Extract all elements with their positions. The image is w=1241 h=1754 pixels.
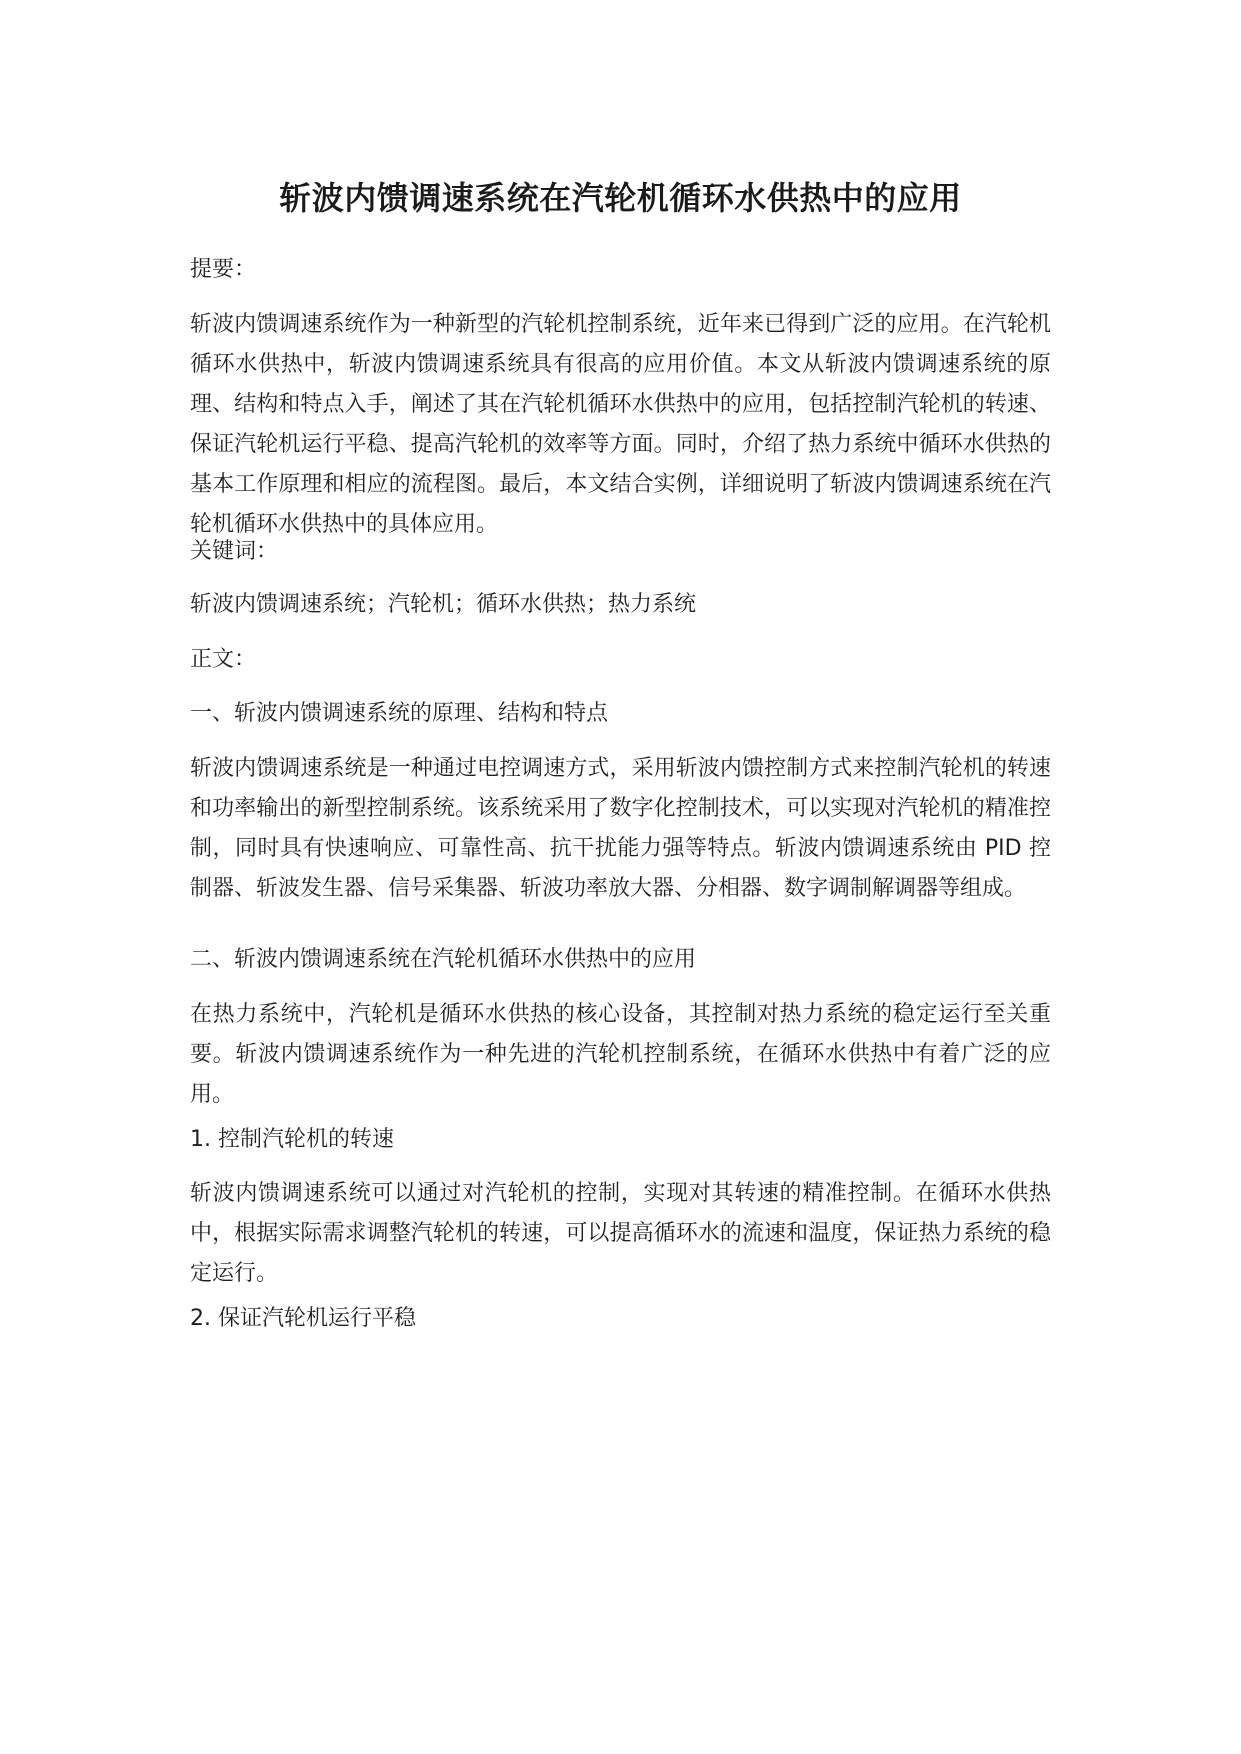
abstract-paragraph: 斩波内馈调速系统作为一种新型的汽轮机控制系统，近年来已得到广泛的应用。在汽轮机循环水供热中，斩波内馈调速系统具有很高的应用价值。本文从斩波内馈调速系统的原理、结构和特点入手，阐述了其在汽轮机循环水供热中的应用，包括控制汽轮机的转速、保证汽轮机运行平稳、提高汽轮机的效率等方面。同时，介绍了热力系统中循环水供热的基本工作原理和相应的流程图。最后，本文结合实例，详细说明了斩波内馈调速系统在汽轮机循环水供热中的具体应用。	[190, 312, 1051, 537]
abstract-label: 提要：	[190, 257, 257, 282]
document-title: 斩波内馈调速系统在汽轮机循环水供热中的应用	[279, 179, 962, 217]
subsection-1-heading: 1. 控制汽轮机的转速	[190, 1127, 394, 1152]
subsection-1-paragraph: 斩波内馈调速系统可以通过对汽轮机的控制，实现对其转速的精准控制。在循环水供热中，根据实际需求调整汽轮机的转速，可以提高循环水的流速和温度，保证热力系统的稳定运行。	[190, 1181, 1051, 1286]
subsection-2-heading: 2. 保证汽轮机运行平稳	[190, 1306, 416, 1331]
body-label: 正文：	[190, 647, 257, 672]
section-2-paragraph: 在热力系统中，汽轮机是循环水供热的核心设备，其控制对热力系统的稳定运行至关重要。斩波内馈调速系统作为一种先进的汽轮机控制系统，在循环水供热中有着广泛的应用。	[190, 1002, 1051, 1107]
section-1-paragraph: 斩波内馈调速系统是一种通过电控调速方式，采用斩波内馈控制方式来控制汽轮机的转速和功率输出的新型控制系统。该系统采用了数字化控制技术，可以实现对汽轮机的精准控制，同时具有快速响应、可靠性高、抗干扰能力强等特点。斩波内馈调速系统由 PID 控制器、斩波发生器、信号采集器、斩波功率放大器、分相器、数字调制解调器等组成。	[190, 756, 1051, 901]
section-2-heading: 二、斩波内馈调速系统在汽轮机循环水供热中的应用	[190, 947, 697, 972]
keywords-label: 关键词：	[190, 539, 279, 564]
section-1-heading: 一、斩波内馈调速系统的原理、结构和特点	[190, 701, 609, 726]
keywords-paragraph: 斩波内馈调速系统；汽轮机；循环水供热；热力系统	[190, 592, 697, 617]
